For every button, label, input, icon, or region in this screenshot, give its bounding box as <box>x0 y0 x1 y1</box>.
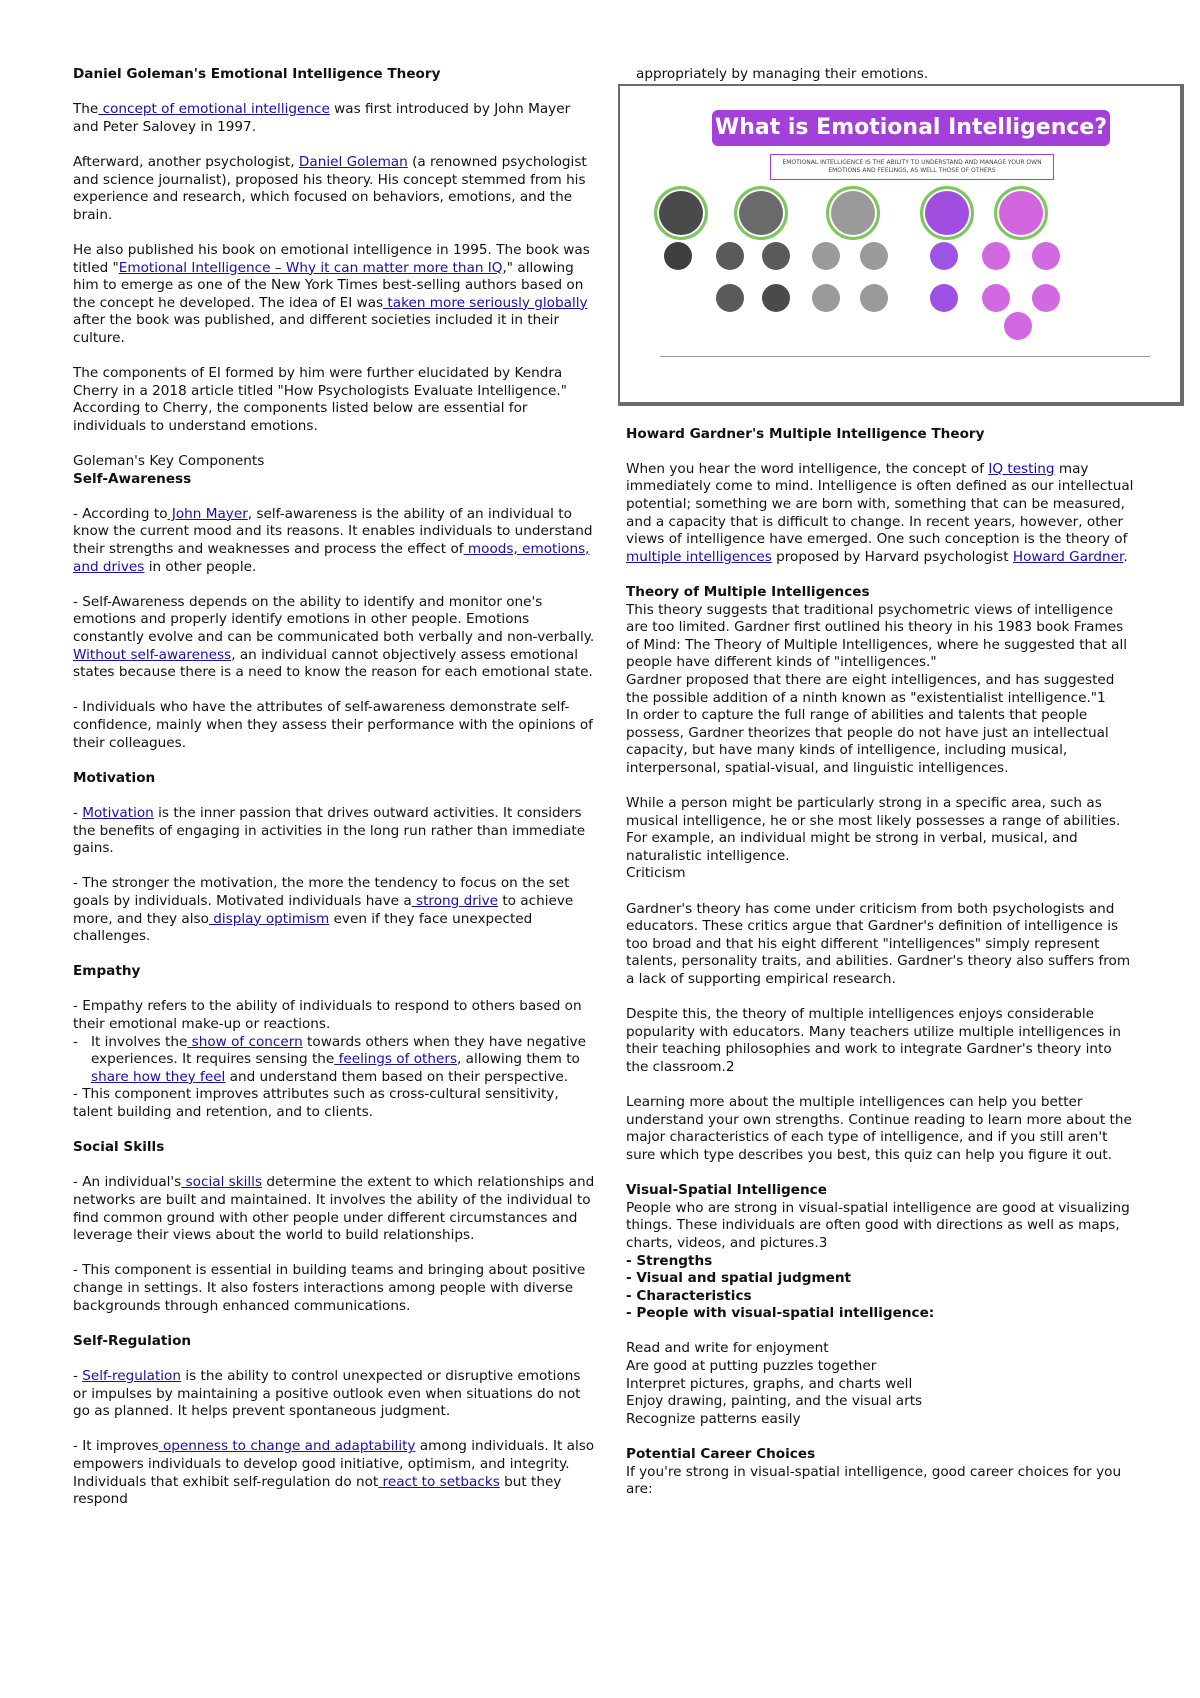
theory-paragraph-2: Gardner proposed that there are eight intelligences, and has suggested the possible addition of a ninth known as "existentialist intelligence."1 <box>626 671 1115 706</box>
page-title: Daniel Goleman's Emotional Intelligence Theory <box>73 66 441 82</box>
taken-seriously-link[interactable]: taken more seriously globally <box>383 294 588 311</box>
trait-circle <box>762 284 790 312</box>
trait-circle <box>982 242 1010 270</box>
theory-paragraph-3: In order to capture the full range of abilities and talents that people possess, Gardner theorizes that people do not have just an intellectual capacity, but have many kinds of intelligence, including musical, interpersonal, spatial-visual, and linguistic intelligences. <box>626 707 1109 776</box>
goleman-paragraph: Afterward, another psychologist, Daniel Goleman (a renowned psychologist and science journalist), proposed his theory. His concept stemmed from his experience and research, which focused on behaviors, emotions, and the brain. <box>73 153 587 223</box>
trait-circle <box>716 242 744 270</box>
characteristic-item: Read and write for enjoyment <box>626 1340 829 1357</box>
daniel-goleman-link[interactable]: Daniel Goleman <box>298 153 408 170</box>
component-circle-3 <box>826 186 880 240</box>
infographic-baseline <box>660 356 1150 357</box>
theory-paragraph-1: This theory suggests that traditional psychometric views of intelligence are too limited. Gardner first outlined his theory in his 1983 book Frames of Mind: The Theory of Multiple Intelligences, where he suggested that all people have different kinds of "intelligences." <box>626 601 1128 671</box>
self-regulation-paragraph-1: - Self-regulation is the ability to control unexpected or disruptive emotions or impulses by maintaining a positive outlook even when situations do not go as planned. It helps prevent spontaneous judgment. <box>73 1367 581 1420</box>
react-to-setbacks-link[interactable]: react to setbacks <box>378 1473 500 1490</box>
without-self-awareness-link[interactable]: Without self-awareness <box>73 646 232 663</box>
self-awareness-paragraph-1: - According to John Mayer, self-awareness is the ability of an individual to know the current mood and its reasons. It enables individuals to understand their strengths and weaknesses and process the effect of moods, emotions, and drives in other people. <box>73 505 593 575</box>
right-column <box>626 66 1136 1499</box>
component-circle-1 <box>654 186 708 240</box>
component-circle-5 <box>994 186 1048 240</box>
trait-circle <box>762 242 790 270</box>
strong-drive-link[interactable]: strong drive <box>411 892 499 909</box>
left-column <box>73 66 595 1509</box>
john-mayer-link[interactable]: John Mayer <box>167 505 248 522</box>
iq-testing-link[interactable]: IQ testing <box>988 460 1055 477</box>
display-optimism-link[interactable]: display optimism <box>208 910 330 927</box>
characteristic-item: Are good at putting puzzles together <box>626 1358 877 1375</box>
trait-circle <box>1032 284 1060 312</box>
trait-circle <box>860 284 888 312</box>
concept-of-ei-link[interactable]: concept of emotional intelligence <box>98 101 330 118</box>
share-how-they-feel-link[interactable]: share how they feel <box>91 1068 226 1085</box>
career-choices-paragraph: If you're strong in visual-spatial intelligence, good career choices for you are: <box>626 1463 1122 1498</box>
motivation-paragraph-2: - The stronger the motivation, the more the tendency to focus on the set goals by individuals. Motivated individuals have a strong drive to achieve more, and they also display optimism even if they face unexpected challenges. <box>73 875 574 945</box>
trait-circle <box>812 284 840 312</box>
visual-spatial-heading: Visual-Spatial Intelligence <box>626 1182 827 1199</box>
howard-gardner-link[interactable]: Howard Gardner <box>1012 548 1124 565</box>
trait-circle <box>930 284 958 312</box>
trait-circle <box>982 284 1010 312</box>
feelings-of-others-link[interactable]: feelings of others <box>334 1051 458 1068</box>
motivation-link[interactable]: Motivation <box>82 804 154 821</box>
empathy-bullet-2: - It involves the show of concern towards others when they have negative experiences. It requires sensing the feelings of others, allowing them to share how they feel and understand them based on their perspective. <box>73 1033 586 1085</box>
intro-paragraph: The concept of emotional intelligence was first introduced by John Mayer and Peter Salovey in 1997. <box>73 101 571 135</box>
infographic-title: What is Emotional Intelligence? <box>712 110 1110 146</box>
criticism-paragraph-1: Gardner's theory has come under criticism from both psychologists and educators. These critics argue that Gardner's definition of intelligence is too broad and that his eight different "intelligences" simply represent talents, personality traits, and abilities. Gardner's theory also suffers from a lack of supporting empirical research. <box>626 900 1131 987</box>
characteristic-item: Recognize patterns easily <box>626 1410 801 1427</box>
trait-circle <box>930 242 958 270</box>
trait-circle <box>716 284 744 312</box>
trait-circle <box>664 242 692 270</box>
empathy-paragraph-1: - Empathy refers to the ability of individuals to respond to others based on their emotional make-up or reactions. <box>73 998 582 1033</box>
multiple-intelligences-link[interactable]: multiple intelligences <box>626 548 772 565</box>
theory-paragraph-4: While a person might be particularly strong in a specific area, such as musical intelligence, he or she most likely possesses a range of abilities. For example, an individual might be strong in verbal, musical, and naturalistic intelligence. <box>626 795 1121 864</box>
characteristic-item: Interpret pictures, graphs, and charts well <box>626 1375 913 1392</box>
criticism-paragraph-2: Despite this, the theory of multiple intelligences enjoys considerable popularity with educators. Many teachers utilize multiple intelligences in their teaching philosophies and work to integrate Gardner's theory into the classroom.2 <box>626 1006 1121 1075</box>
social-skills-link[interactable]: social skills <box>181 1174 263 1191</box>
visual-judgment-label: - Visual and spatial judgment <box>626 1270 852 1287</box>
show-of-concern-link[interactable]: show of concern <box>187 1033 303 1050</box>
trait-circle <box>812 242 840 270</box>
strengths-label: - Strengths <box>626 1252 713 1269</box>
component-circle-4 <box>920 186 974 240</box>
career-choices-heading: Potential Career Choices <box>626 1446 816 1463</box>
self-regulation-heading: Self-Regulation <box>73 1332 192 1349</box>
self-awareness-paragraph-2: - Self-Awareness depends on the ability to identify and monitor one's emotions and properly identify emotions in other people. Emotions constantly evolve and can be communicated both verbally and non-verbally. Without self-awareness, an individual cannot objectively assess emotional states because there is a need to know the reason for each emotional state. <box>73 593 595 681</box>
book-title-link[interactable]: Emotional Intelligence – Why it can matter more than IQ <box>118 259 503 276</box>
motivation-paragraph-1: - Motivation is the inner passion that drives outward activities. It considers the benefits of engaging in activities in the long run rather than immediate gains. <box>73 804 586 857</box>
criticism-label: Criticism <box>626 865 686 882</box>
openness-to-change-link[interactable]: openness to change and adaptability <box>158 1438 416 1455</box>
key-components-label: Goleman's Key Components <box>73 453 265 470</box>
learning-more-paragraph: Learning more about the multiple intelligences can help you better understand your own strengths. Continue reading to learn more about the major characteristics of each type of intelligence, and if you still aren't sure which type describes you best, this quiz can help you figure it out. <box>626 1094 1132 1163</box>
self-regulation-paragraph-2: - It improves openness to change and adaptability among individuals. It also empowers individuals to develop good initiative, optimism, and integrity. Individuals that exhibit self-regulation do not react to setbacks but they respond <box>73 1438 595 1508</box>
empathy-paragraph-3: - This component improves attributes such as cross-cultural sensitivity, talent building and retention, and to clients. <box>73 1086 559 1121</box>
infographic-canvas <box>620 86 1180 402</box>
trait-circle <box>860 242 888 270</box>
visual-spatial-paragraph: People who are strong in visual-spatial intelligence are good at visualizing things. These individuals are often good with directions as well as maps, charts, videos, and pictures.3 <box>626 1199 1130 1251</box>
gardner-paragraph: When you hear the word intelligence, the concept of IQ testing may immediately come to mind. Intelligence is often defined as our intellectual potential; something we are born with, something that can be measured, and a capacity that is difficult to change. In recent years, however, other views of intelligence have emerged. One such conception is the theory of multiple intelligences proposed by Harvard psychologist Howard Gardner. <box>626 460 1134 565</box>
self-regulation-link[interactable]: Self-regulation <box>82 1367 181 1384</box>
cherry-paragraph: The components of EI formed by him were further elucidated by Kendra Cherry in a 2018 article titled "How Psychologists Evaluate Intelligence." According to Cherry, the components listed below are essential for individuals to understand emotions. <box>73 365 567 434</box>
moods-emotions-link[interactable]: moods, emotions, and drives <box>73 541 590 575</box>
self-awareness-heading: Self-Awareness <box>73 470 192 487</box>
trait-circle <box>1032 242 1060 270</box>
continuation-text: appropriately by managing their emotions. <box>636 66 929 82</box>
motivation-heading: Motivation <box>73 769 156 786</box>
social-skills-paragraph-2: - This component is essential in building teams and bringing about positive change in settings. It also fosters interactions among people with diverse backgrounds through enhanced communications. <box>73 1262 586 1314</box>
theory-heading: Theory of Multiple Intelligences <box>626 583 870 600</box>
social-skills-heading: Social Skills <box>73 1139 165 1156</box>
characteristics-label: - Characteristics <box>626 1287 752 1304</box>
trait-circle <box>1004 312 1032 340</box>
characteristic-item: Enjoy drawing, painting, and the visual arts <box>626 1393 923 1410</box>
empathy-heading: Empathy <box>73 963 141 980</box>
social-skills-paragraph-1: - An individual's social skills determine the extent to which relationships and networks are built and maintained. It involves the ability of the individual to find common ground with other people under different circumstances and leverage their views about the world to build relationships. <box>73 1174 595 1244</box>
emotional-intelligence-infographic <box>618 84 1184 406</box>
gardner-heading: Howard Gardner's Multiple Intelligence Theory <box>626 425 985 442</box>
people-with-label: - People with visual-spatial intelligence: <box>626 1305 935 1322</box>
self-awareness-paragraph-3: - Individuals who have the attributes of self-awareness demonstrate self-confidence, mainly when they assess their performance with the opinions of their colleagues. <box>73 699 593 751</box>
infographic-subtitle: EMOTIONAL INTELLIGENCE IS THE ABILITY TO UNDERSTAND AND MANAGE YOUR OWN EMOTIONS AND FEELINGS, AS WELL THOSE OF OTHERS <box>770 154 1054 180</box>
book-paragraph: He also published his book on emotional intelligence in 1995. The book was titled "Emotional Intelligence – Why it can matter more than IQ," allowing him to emerge as one of the New York Times best-selling authors based on the concept he developed. The idea of EI was taken more seriously globally after the book was published, and different societies included it in their culture. <box>73 241 590 346</box>
component-circle-2 <box>734 186 788 240</box>
